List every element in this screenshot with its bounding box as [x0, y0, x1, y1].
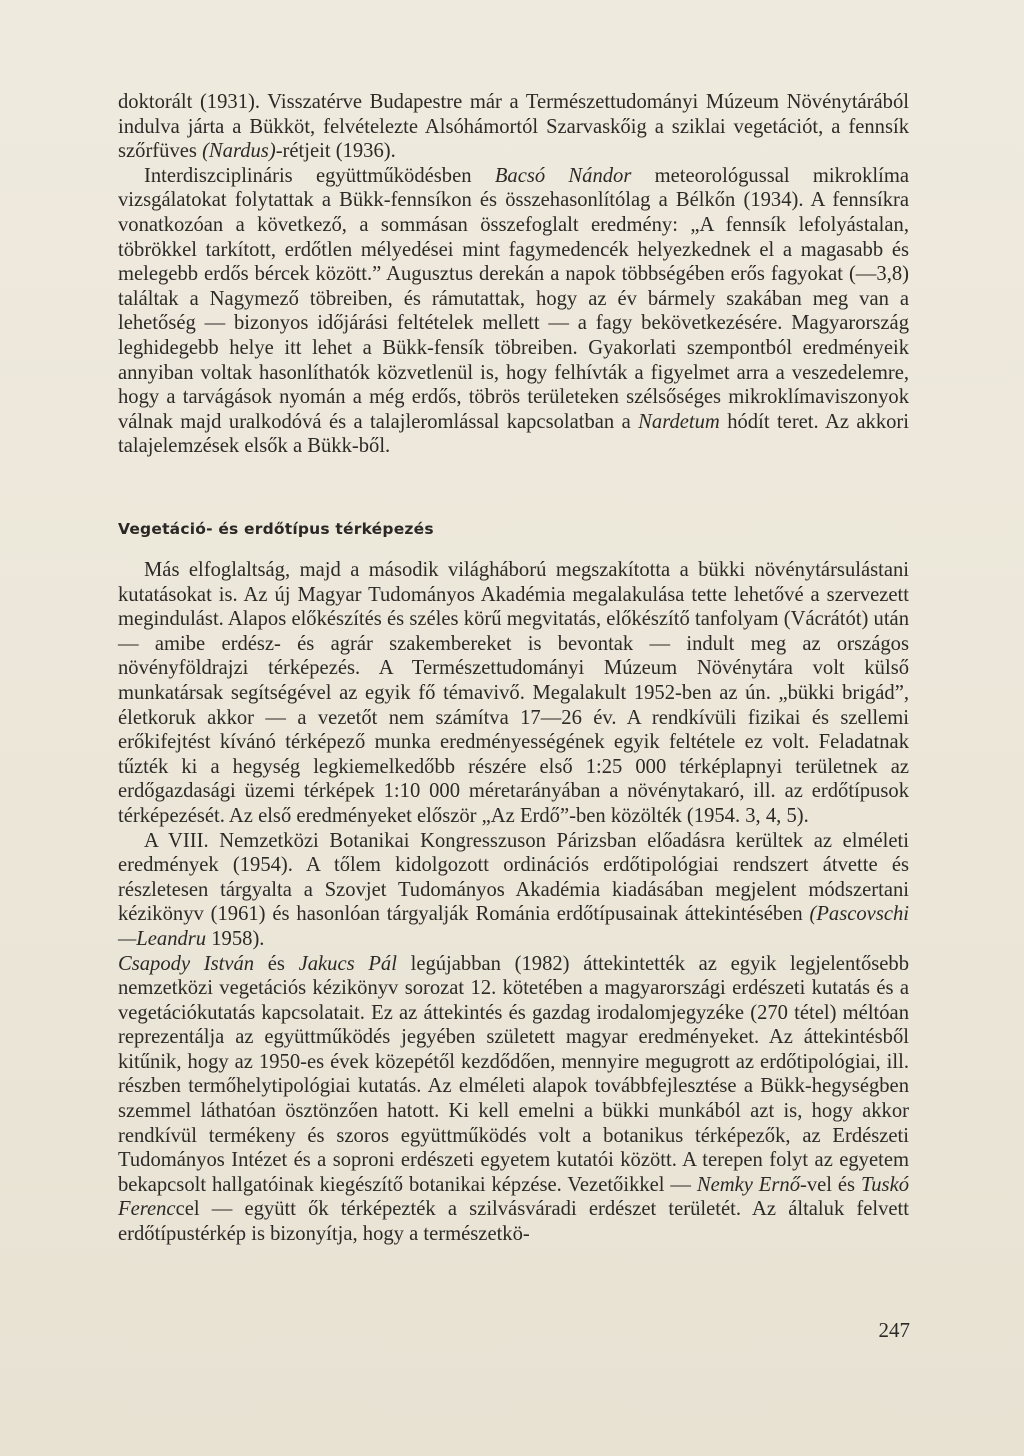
paragraph-2-text-a: Interdiszciplináris együttműködésben [144, 164, 495, 187]
paragraph-5-text-f: -vel és [800, 1173, 861, 1196]
paragraph-4-text-a: A VIII. Nemzetközi Botanikai Kongresszuson Párizsban előadásra kerültek az elméleti eredmények (1954). A tőlem kidolgozott ordinációs erdőtipológiai rendszert átvette és részletesen tárgyalta a Szovjet Tudományos Akadémia kiadásában megjelent módszertani kézikönyv (1961) és hasonlóan tárgyalják Románia erdőtípusainak áttekintésében [118, 829, 909, 926]
paragraph-5-text-b: és [254, 952, 299, 975]
paragraph-5 [118, 952, 909, 1247]
paragraph-5-italic-author-2: Jakucs Pál [298, 952, 397, 975]
paragraph-5-italic-name-4: Tuskó Ferenc [118, 1173, 910, 1221]
paragraph-3 [118, 558, 909, 829]
paragraph-2-italic-nardetum: Nardetum [638, 410, 720, 433]
page-number: 247 [878, 1318, 910, 1342]
text-block-bottom [118, 558, 909, 1247]
paragraph-1 [118, 90, 909, 164]
paragraph-5-text-d: legújabban (1982) áttekintették az egyik legjelentősebb nemzetközi vegetációs kézikönyv sorozat 12. kötetében a magyarországi erdészeti kutatás és a vegetációkutatás kapcsolatait. Ez az áttekintés és gazdag irodalomjegyzéke (270 tétel) méltóan reprezentálja az együttműködés jegyében született magyar eredményeket. Az áttekintésből kitűnik, hogy az 1950-es évek közepétől kezdődően, mennyire megugrott az erdőtipológiai, ill. részben termőhelytipológiai kutatás. Az elméleti alapok továbbfejlesztése a Bükk-hegységben szemmel láthatóan ösztönzően hatott. Ki kell emelni a bükki munkából azt is, hogy akkor rendkívül termékeny és szoros együttműködés volt a botanikus térképezők, az Erdészeti Tudományos Intézet és a soproni erdészeti egyetem kutatói között. A terepen folyt az egyetem bekapcsolt hallgatóinak kiegészítő botanikai képzése. Vezetőikkel — [118, 952, 910, 1196]
paragraph-1-end: -rétjeit (1936). [275, 140, 396, 163]
paragraph-5-text-h: cel — együtt ők térképezték a szilvásváradi erdészet területét. Az általuk felvett erdőtípustérkép is bizonyítja, hogy a természetkö- [118, 1198, 909, 1246]
text-block-top [118, 90, 909, 459]
paragraph-4 [118, 829, 909, 952]
paragraph-2-text-c: meteorológussal mikroklíma vizsgálatokat folytattak a Bükk-fennsíkon és összehasonlítólag a Bélkőn (1934). A fennsíkra vonatkozóan a következő, a sommásan összefoglalt eredmény: „A fennsík lefolyástalan, töbrökkel tarkított, erdőtlen mélyedései mint fagymedencék helyezkednek el a magasabb és melegebb erdős bércek között.” Augusztus derekán a napok többségében erős fagyokat (—3,8) találtak a Nagymező töbreiben, és rámutattak, hogy az év bármely szakában meg van a lehetőség — bizonyos időjárási feltételek mellett — a fagy bekövetkezésére. Magyarország leghidegebb helye itt lehet a Bükk-fensík töbreiben. Gyakorlati szempontból eredményeik annyiban voltak hasonlíthatók közvetlenül is, hogy felhívták a figyelmet arra a veszedelemre, hogy a tarvágások nyomán a még erdős, töbrös területeken szélsőséges mikroklímaviszonyok válnak majd uralkodóvá és a talajleromlással kapcsolatban a [118, 164, 909, 433]
paragraph-2-text-e: hódít teret. Az akkori talajelemzések elsők a Bükk-ből. [118, 410, 909, 458]
paragraph-4-italic-citation: (Pascovschi—Leandru [118, 903, 909, 950]
paragraph-5-italic-name-3: Nemky Ernő [696, 1173, 800, 1196]
paragraph-4-text-c: 1958). [206, 927, 265, 950]
paragraph-1-italic-nardus: (Nardus) [202, 140, 276, 163]
paragraph-3-text: Más elfoglaltság, majd a második világháború megszakította a bükki növénytársulástani kutatásokat is. Az új Magyar Tudományos Akadémia megalakulása tette lehetővé a szervezett megindulást. Alapos előkészítés és széles körű megvitatás, előkészítő tanfolyam (Vácrátót) után — amibe erdész- és agrár szakembereket is bevontak — indult meg az országos növényföldrajzi térképezés. A Természettudományi Múzeum Növénytára volt külső munkatársak segítségével az egyik fő témavivő. Megalakult 1952-ben az ún. „bükki brigád”, életkoruk akkor — a vezetőt nem számítva 17—26 év. A rendkívüli fizikai és szellemi erőkifejtést kívánó térképező munka eredményességének egyik feltétele ez volt. Feladatnak tűzték ki a hegység legkiemelkedőbb részére első 1:25 000 térképlapnyi területnek az erdőgazdasági üzemi térképek 1:10 000 méretarányában a növénytakaró, ill. az erdőtípusok térképezését. Az első eredményeket először „Az Erdő”-ben közölték (1954. 3, 4, 5). [118, 559, 909, 827]
paragraph-2 [118, 164, 909, 459]
paragraph-1-text: doktorált (1931). Visszatérve Budapestre már a Természettudományi Múzeum Növénytárából indulva járta a Bükköt, felvételezte Alsóhámortól Szarvaskőig a sziklai vegetációt, a fennsík szőrfüves [118, 91, 909, 163]
paragraph-2-italic-name: Bacsó Nándor [494, 164, 632, 187]
section-heading: Vegetáció- és erdőtípus térképezés [118, 520, 434, 538]
paragraph-5-italic-author-1: Csapody István [118, 952, 255, 975]
